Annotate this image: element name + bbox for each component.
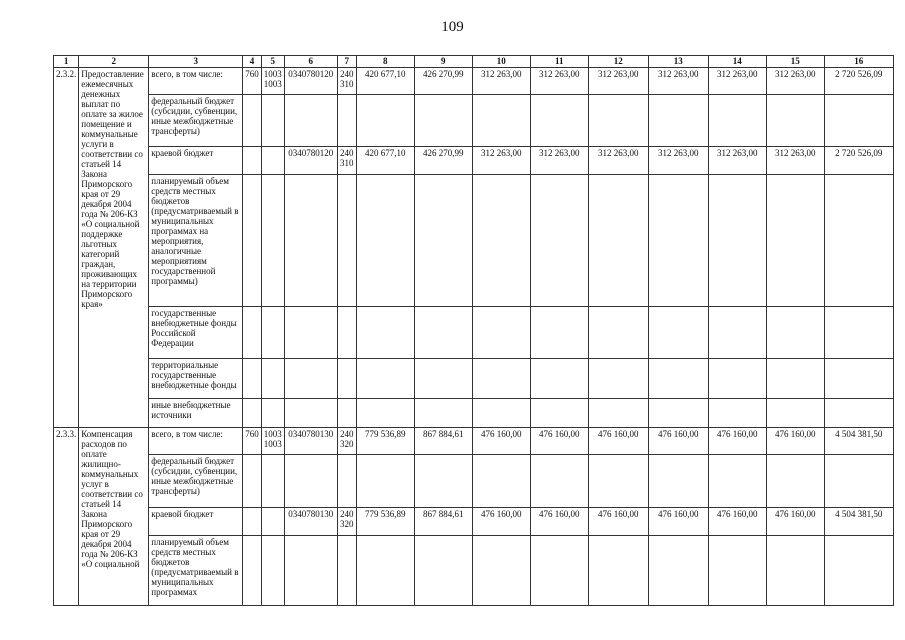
section-number: 2.3.2. (54, 68, 79, 428)
cell-c16 (824, 455, 893, 508)
header-cell: 5 (261, 56, 284, 68)
cell-c15 (766, 307, 824, 359)
cell-c12 (588, 399, 648, 428)
cell-c6 (284, 455, 337, 508)
cell-c6 (284, 307, 337, 359)
cell-c7: 240 320 (337, 508, 356, 536)
cell-c9 (414, 399, 472, 428)
cell-c8 (356, 399, 414, 428)
table-row (54, 359, 894, 399)
cell-c6: 0340780130 (284, 428, 337, 455)
cell-c4 (243, 307, 262, 359)
cell-c15: 476 160,00 (766, 428, 824, 455)
cell-c5 (261, 536, 284, 606)
cell-c4 (243, 455, 262, 508)
cell-c10 (472, 359, 530, 399)
cell-c6 (284, 536, 337, 606)
cell-c12: 312 263,00 (588, 147, 648, 175)
cell-c12: 476 160,00 (588, 508, 648, 536)
cell-c5 (261, 95, 284, 147)
table-row (54, 399, 894, 428)
cell-c12 (588, 536, 648, 606)
cell-c8 (356, 307, 414, 359)
cell-c11: 312 263,00 (530, 147, 588, 175)
cell-c14 (708, 455, 766, 508)
cell-c11: 312 263,00 (530, 68, 588, 95)
row-label: краевой бюджет (149, 508, 243, 536)
row-label: планируемый объем средств местных бюджетов (предусматриваемый в муниципальных программах на мероприятия, аналогичные мероприятиям государственной программы) (149, 175, 243, 307)
row-label: всего, в том числе: (149, 68, 243, 95)
header-cell: 10 (472, 56, 530, 68)
cell-c4 (243, 399, 262, 428)
cell-c4 (243, 147, 262, 175)
header-cell: 9 (414, 56, 472, 68)
cell-c13 (648, 399, 708, 428)
cell-c5 (261, 307, 284, 359)
header-cell: 14 (708, 56, 766, 68)
cell-c11 (530, 307, 588, 359)
cell-c8: 779 536,89 (356, 508, 414, 536)
cell-c10 (472, 307, 530, 359)
cell-c8: 420 677,10 (356, 68, 414, 95)
cell-c13: 312 263,00 (648, 68, 708, 95)
header-cell: 13 (648, 56, 708, 68)
page-number: 109 (441, 19, 464, 35)
cell-c12 (588, 359, 648, 399)
table-row (54, 428, 894, 455)
cell-c16 (824, 95, 893, 147)
cell-c9: 426 270,99 (414, 147, 472, 175)
cell-c13: 476 160,00 (648, 428, 708, 455)
cell-c10: 476 160,00 (472, 508, 530, 536)
cell-c5: 1003 1003 (261, 68, 284, 95)
cell-c16 (824, 307, 893, 359)
cell-c9 (414, 536, 472, 606)
cell-c8 (356, 95, 414, 147)
cell-c7 (337, 95, 356, 147)
cell-c15 (766, 95, 824, 147)
cell-c14 (708, 175, 766, 307)
cell-c16 (824, 175, 893, 307)
row-label: территориальные государственные внебюджетные фонды (149, 359, 243, 399)
cell-c5 (261, 175, 284, 307)
table-row (54, 95, 894, 147)
cell-c5 (261, 399, 284, 428)
cell-c4 (243, 359, 262, 399)
cell-c7 (337, 359, 356, 399)
cell-c7 (337, 455, 356, 508)
cell-c4 (243, 536, 262, 606)
cell-c5 (261, 455, 284, 508)
table-row (54, 455, 894, 508)
cell-c15 (766, 399, 824, 428)
section-number: 2.3.3. (54, 428, 79, 606)
cell-c7: 240 310 (337, 68, 356, 95)
cell-c13 (648, 455, 708, 508)
cell-c9 (414, 455, 472, 508)
cell-c14 (708, 536, 766, 606)
cell-c4: 760 (243, 428, 262, 455)
cell-c5 (261, 359, 284, 399)
cell-c13 (648, 307, 708, 359)
cell-c6 (284, 175, 337, 307)
cell-c5 (261, 508, 284, 536)
section-title: Предоставление ежемесячных денежных выплат по оплате за жилое помещение и коммунальные услуги в соответствии со статьей 14 Закона Приморского края от 29 декабря 2004 года № 206-КЗ «О социальной поддержке льготных категорий граждан, проживающих на территории Приморского края» (79, 68, 149, 428)
cell-c16: 4 504 381,50 (824, 508, 893, 536)
cell-c9 (414, 307, 472, 359)
cell-c7: 240 310 (337, 147, 356, 175)
header-cell: 11 (530, 56, 588, 68)
table-row (54, 307, 894, 359)
cell-c15: 312 263,00 (766, 147, 824, 175)
cell-c5 (261, 147, 284, 175)
cell-c12: 312 263,00 (588, 68, 648, 95)
table-row (54, 68, 894, 95)
table-row (54, 147, 894, 175)
cell-c6 (284, 359, 337, 399)
cell-c9 (414, 95, 472, 147)
cell-c9 (414, 175, 472, 307)
cell-c15 (766, 359, 824, 399)
cell-c15 (766, 455, 824, 508)
cell-c6: 0340780120 (284, 68, 337, 95)
cell-c8 (356, 536, 414, 606)
cell-c16: 2 720 526,09 (824, 147, 893, 175)
cell-c12 (588, 307, 648, 359)
cell-c7 (337, 536, 356, 606)
row-label: краевой бюджет (149, 147, 243, 175)
cell-c15 (766, 536, 824, 606)
cell-c12 (588, 175, 648, 307)
header-cell: 2 (79, 56, 149, 68)
cell-c16: 4 504 381,50 (824, 428, 893, 455)
cell-c10 (472, 175, 530, 307)
cell-c10: 476 160,00 (472, 428, 530, 455)
cell-c7 (337, 399, 356, 428)
cell-c13 (648, 175, 708, 307)
cell-c8 (356, 455, 414, 508)
cell-c12 (588, 455, 648, 508)
cell-c8: 420 677,10 (356, 147, 414, 175)
cell-c14: 312 263,00 (708, 147, 766, 175)
cell-c4 (243, 508, 262, 536)
cell-c12: 476 160,00 (588, 428, 648, 455)
row-label: государственные внебюджетные фонды Российской Федерации (149, 307, 243, 359)
table-row (54, 536, 894, 606)
cell-c8: 779 536,89 (356, 428, 414, 455)
cell-c4 (243, 95, 262, 147)
cell-c8 (356, 359, 414, 399)
cell-c6 (284, 95, 337, 147)
table-row (54, 508, 894, 536)
cell-c11 (530, 175, 588, 307)
cell-c7 (337, 307, 356, 359)
cell-c11: 476 160,00 (530, 508, 588, 536)
cell-c13: 476 160,00 (648, 508, 708, 536)
cell-c16: 2 720 526,09 (824, 68, 893, 95)
cell-c11 (530, 399, 588, 428)
cell-c7: 240 320 (337, 428, 356, 455)
cell-c10: 312 263,00 (472, 68, 530, 95)
cell-c10 (472, 95, 530, 147)
cell-c11 (530, 455, 588, 508)
cell-c15: 476 160,00 (766, 508, 824, 536)
header-cell: 8 (356, 56, 414, 68)
row-label: всего, в том числе: (149, 428, 243, 455)
section-title: Компенсация расходов по оплате жилищно-коммунальных услуг в соответствии со статьей 14 Закона Приморского края от 29 декабря 2004 года № 206-КЗ «О социальной (79, 428, 149, 606)
cell-c4: 760 (243, 68, 262, 95)
cell-c8 (356, 175, 414, 307)
cell-c14: 476 160,00 (708, 508, 766, 536)
cell-c9: 426 270,99 (414, 68, 472, 95)
header-cell: 4 (243, 56, 262, 68)
cell-c6: 0340780120 (284, 147, 337, 175)
cell-c10 (472, 536, 530, 606)
header-cell: 15 (766, 56, 824, 68)
cell-c16 (824, 536, 893, 606)
cell-c10 (472, 399, 530, 428)
cell-c13 (648, 95, 708, 147)
cell-c7 (337, 175, 356, 307)
cell-c11 (530, 536, 588, 606)
header-row (54, 56, 894, 68)
cell-c9: 867 884,61 (414, 508, 472, 536)
header-cell: 3 (149, 56, 243, 68)
row-label: федеральный бюджет (субсидии, субвенции, иные межбюджетные трансферты) (149, 455, 243, 508)
cell-c14: 476 160,00 (708, 428, 766, 455)
cell-c16 (824, 399, 893, 428)
cell-c12 (588, 95, 648, 147)
cell-c13: 312 263,00 (648, 147, 708, 175)
cell-c14 (708, 399, 766, 428)
row-label: федеральный бюджет (субсидии, субвенции, иные межбюджетные трансферты) (149, 95, 243, 147)
budget-table (53, 55, 894, 606)
header-cell: 7 (337, 56, 356, 68)
cell-c13 (648, 536, 708, 606)
cell-c10: 312 263,00 (472, 147, 530, 175)
cell-c6 (284, 399, 337, 428)
table-row (54, 175, 894, 307)
header-cell: 1 (54, 56, 79, 68)
cell-c14 (708, 307, 766, 359)
cell-c14 (708, 359, 766, 399)
cell-c9 (414, 359, 472, 399)
cell-c9: 867 884,61 (414, 428, 472, 455)
cell-c5: 1003 1003 (261, 428, 284, 455)
cell-c11 (530, 95, 588, 147)
cell-c13 (648, 359, 708, 399)
cell-c15: 312 263,00 (766, 68, 824, 95)
cell-c6: 0340780130 (284, 508, 337, 536)
cell-c11 (530, 359, 588, 399)
header-cell: 16 (824, 56, 893, 68)
cell-c16 (824, 359, 893, 399)
row-label: планируемый объем средств местных бюджетов (предусматриваемый в муниципальных программах (149, 536, 243, 606)
cell-c14: 312 263,00 (708, 68, 766, 95)
cell-c4 (243, 175, 262, 307)
cell-c10 (472, 455, 530, 508)
cell-c11: 476 160,00 (530, 428, 588, 455)
cell-c14 (708, 95, 766, 147)
row-label: иные внебюджетные источники (149, 399, 243, 428)
cell-c15 (766, 175, 824, 307)
header-cell: 12 (588, 56, 648, 68)
header-cell: 6 (284, 56, 337, 68)
